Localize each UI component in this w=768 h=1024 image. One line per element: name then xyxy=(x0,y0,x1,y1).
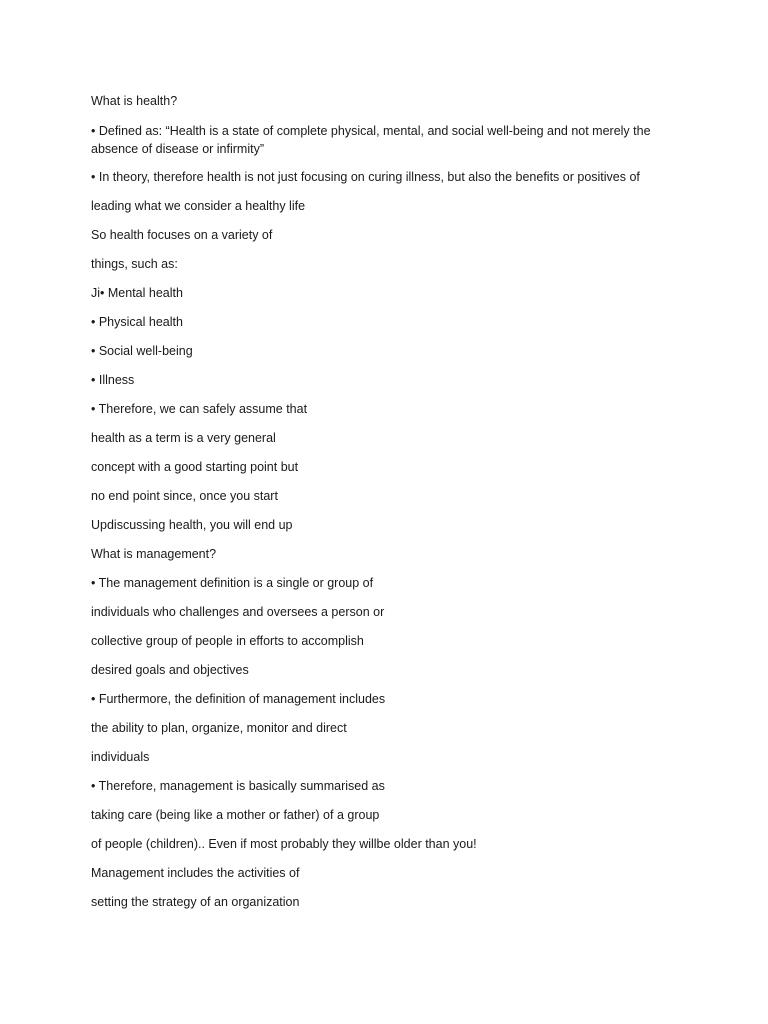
text-line: • Therefore, management is basically summarised as xyxy=(91,779,385,793)
text-line: • Furthermore, the definition of management includes xyxy=(91,692,386,706)
text-line: concept with a good starting point but xyxy=(91,460,299,474)
text-line: • Illness xyxy=(91,373,135,387)
text-line: Updiscussing health, you will end up xyxy=(91,518,293,532)
text-line: individuals xyxy=(91,750,150,764)
text-line: • Defined as: “Health is a state of complete physical, mental, and social well-being and not merely the absence of disease or infirmity” xyxy=(91,124,651,156)
text-line: health as a term is a very general xyxy=(91,431,276,445)
text-line: desired goals and objectives xyxy=(91,663,249,677)
text-line: things, such as: xyxy=(91,257,178,271)
text-line: So health focuses on a variety of xyxy=(91,228,273,242)
text-line: taking care (being like a mother or father) of a group xyxy=(91,808,380,822)
heading-what-is-health: What is health? xyxy=(91,94,178,108)
document-body xyxy=(91,93,681,923)
text-line: • Therefore, we can safely assume that xyxy=(91,402,308,416)
text-line: Management includes the activities of xyxy=(91,866,300,880)
text-line: • In theory, therefore health is not just focusing on curing illness, but also the benefits or positives of xyxy=(91,170,640,184)
text-line: • Physical health xyxy=(91,315,183,329)
text-line: the ability to plan, organize, monitor and direct xyxy=(91,721,347,735)
text-line: of people (children).. Even if most probably they willbe older than you! xyxy=(91,837,477,851)
text-line: individuals who challenges and oversees a person or xyxy=(91,605,385,619)
text-line: setting the strategy of an organization xyxy=(91,895,300,909)
text-line: • Social well-being xyxy=(91,344,193,358)
text-line: collective group of people in efforts to accomplish xyxy=(91,634,364,648)
text-line: no end point since, once you start xyxy=(91,489,278,503)
text-line: leading what we consider a healthy life xyxy=(91,199,306,213)
text-line: Ji• Mental health xyxy=(91,286,183,300)
text-line: • The management definition is a single or group of xyxy=(91,576,374,590)
heading-what-is-management: What is management? xyxy=(91,547,217,561)
